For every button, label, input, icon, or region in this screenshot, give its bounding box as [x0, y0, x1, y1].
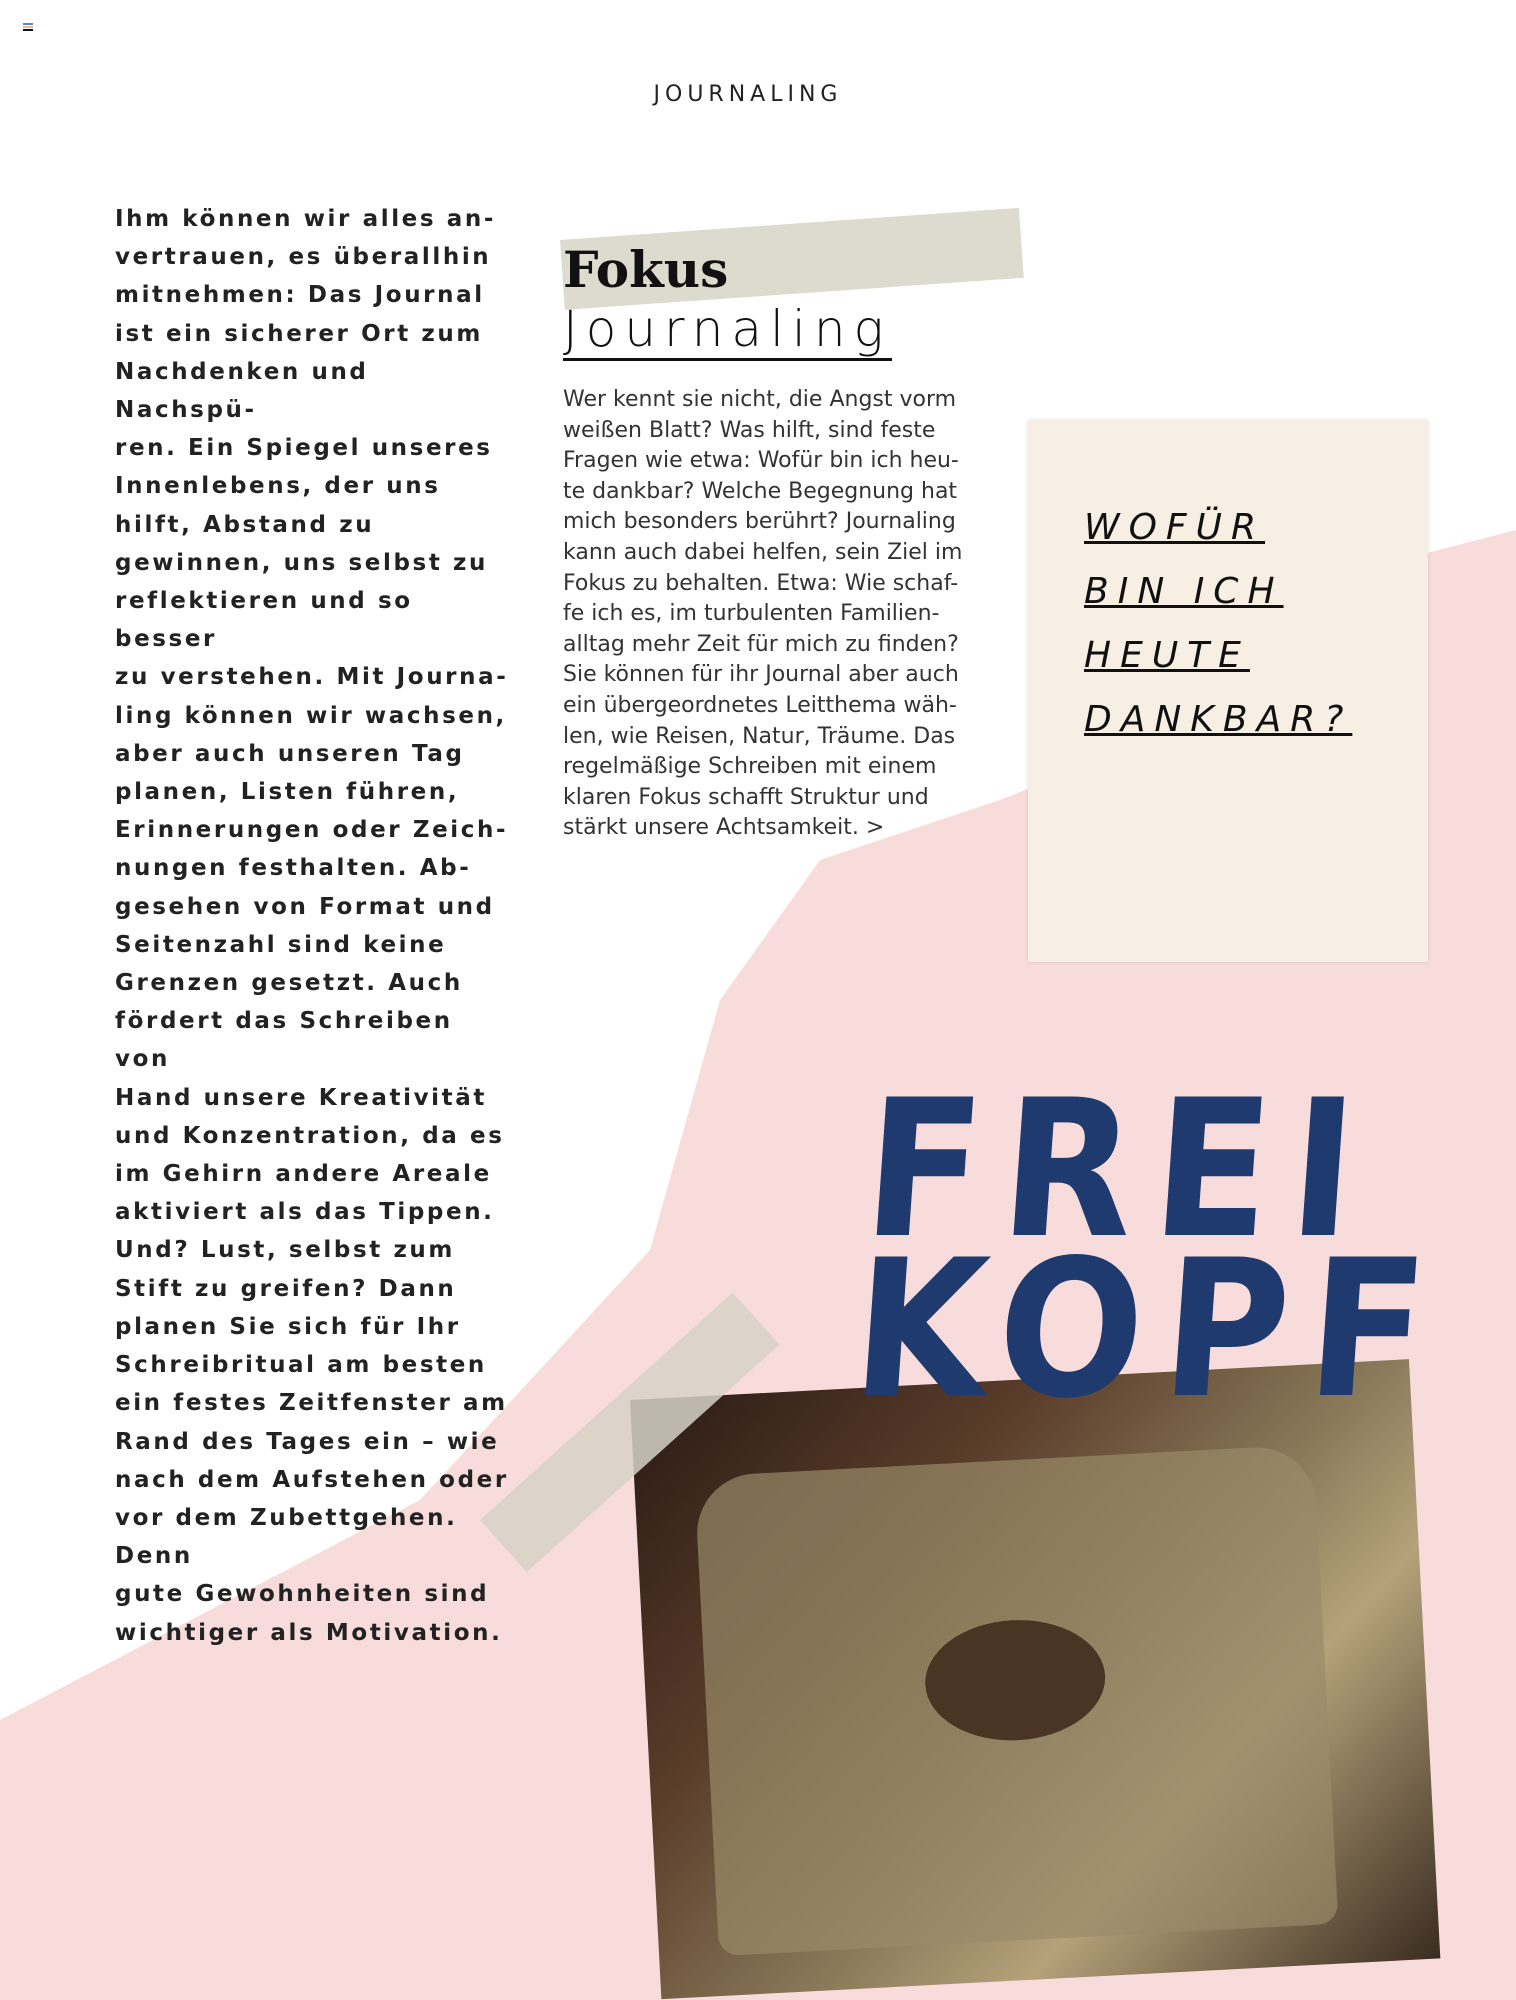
feature-subtitle: Journaling [563, 300, 892, 361]
feature-body: Wer kennt sie nicht, die Angst vorm weißen Blatt? Was hilft, sind feste Fragen wie etwa: Wofür bin ich heu- te dankbar? Welche Begegnung hat mich besonders berührt? Journaling kann auch dabei helfen, sein Ziel im Fokus zu behalten. Etwa: Wie schaf- fe ich es, im turbulenten Familien- alltag mehr Zeit für mich zu finden? Sie können für ihr Journal aber auch ein übergeordnetes Leitthema wäh- len, wie Reisen, Natur, Träume. Das regelmäßige Schreiben mit einem klaren Fokus schafft Struktur und stärkt unsere Achtsamkeit. > [563, 387, 963, 841]
section-header: JOURNALING [653, 82, 843, 107]
note-card [1028, 420, 1428, 962]
frei-kopf-lettering: FREI KOPF [846, 1059, 1454, 1440]
feature-title: Fokus [563, 240, 729, 299]
left-column-text: Ihm können wir alles an- vertrauen, es überallhin mitnehmen: Das Journal ist ein sicherer Ort zum Nachdenken und Nachspü- ren. Ein Spiegel unseres Innenlebens, der uns hilft, Abstand zu gewinnen, uns selbst zu reflektieren und so besser zu verstehen. Mit Journa- ling können wir wachsen, aber auch unseren Tag planen, Listen führen, Erinnerungen oder Zeich- nungen festhalten. Ab- gesehen von Format und Seitenzahl sind keine Grenzen gesetzt. Auch fördert das Schreiben von Hand unsere Kreativität und Konzentration, da es im Gehirn andere Areale aktiviert als das Tippen. Und? Lust, selbst zum Stift zu greifen? Dann planen Sie sich für Ihr Schreibritual am besten ein festes Zeitfenster am Rand des Tages ein – wie nach dem Aufstehen oder vor dem Zubettgehen. Denn gute Gewohnheiten sind wichtiger als Motivation. [115, 206, 509, 1646]
app-logo-icon[interactable] [23, 23, 33, 33]
armchair-cat-photo [630, 1359, 1440, 1999]
handwritten-question: WOFÜR BIN ICH HEUTE DANKBAR? [1084, 507, 1353, 740]
